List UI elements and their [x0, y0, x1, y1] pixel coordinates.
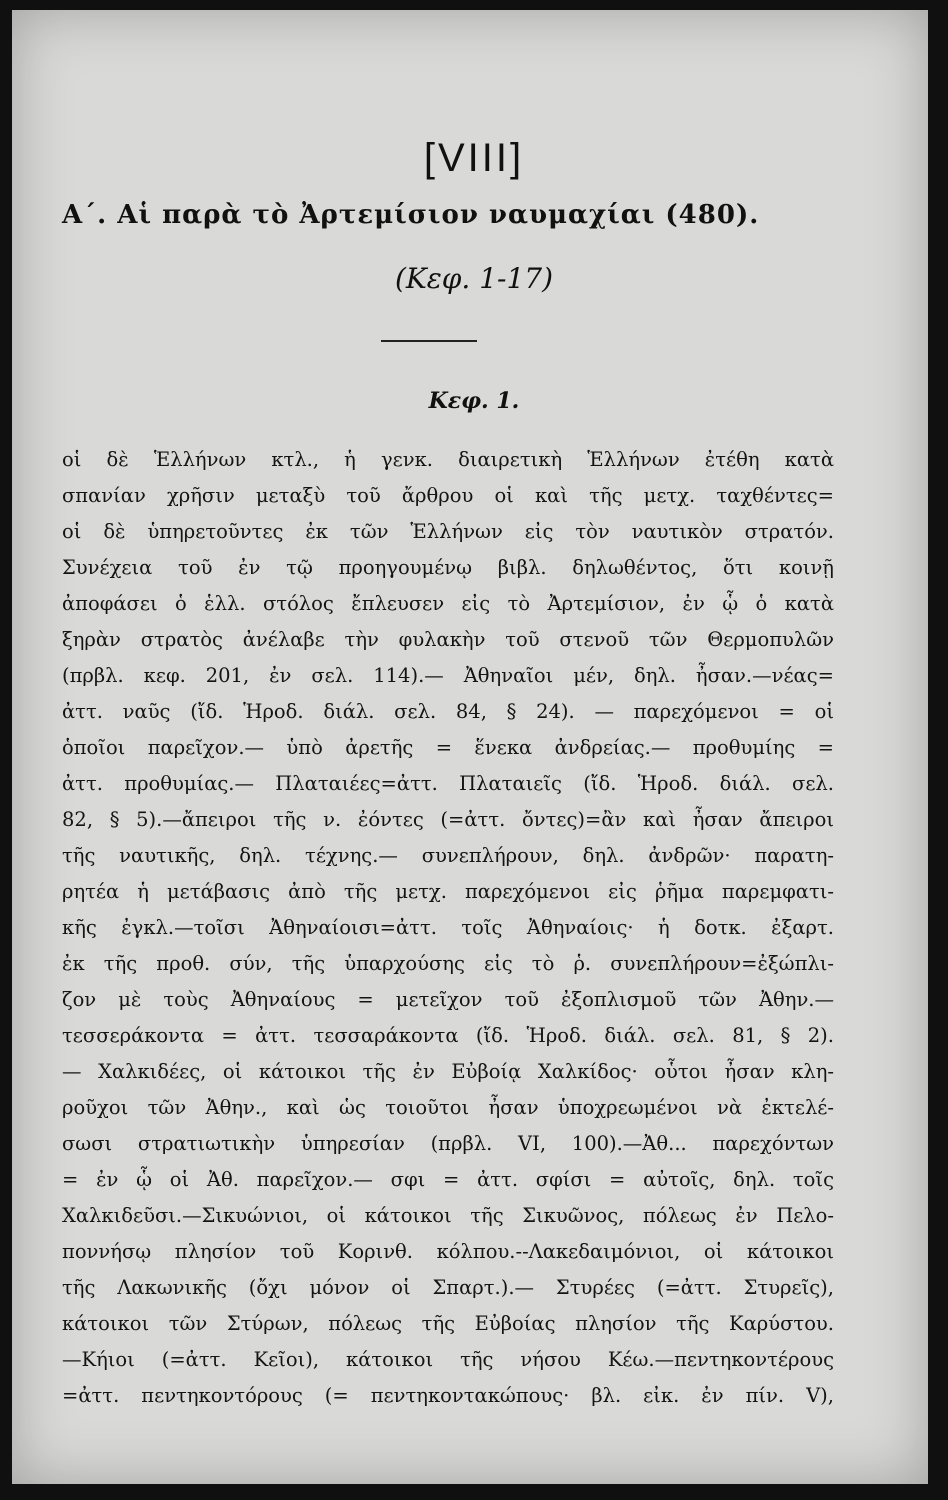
text-line: ὁποῖοι παρεῖχον.— ὑπὸ ἀρετῆς = ἕνεκα ἀνδρείας.— προθυμίης =: [62, 736, 834, 759]
text-line: ποννήσῳ πλησίον τοῦ Κορινθ. κόλπου.--Λακεδαιμόνιοι, οἱ κάτοικοι: [62, 1240, 834, 1263]
divider-rule: [381, 340, 477, 342]
commentary-body: [62, 442, 834, 1414]
text-line: 82, § 5).—ἄπειροι τῆς ν. ἐόντες (=ἀττ. ὄντες)=ἂν καὶ ἦσαν ἄπειροι: [62, 808, 834, 831]
text-line: ζον μὲ τοὺς Ἀθηναίους = μετεῖχον τοῦ ἐξοπλισμοῦ τῶν Ἀθην.—: [62, 988, 834, 1011]
text-line: τῆς ναυτικῆς, δηλ. τέχνης.— συνεπλήρουν, δηλ. ἀνδρῶν· παρατη-: [62, 844, 834, 867]
text-line: ρητέα ἡ μετάβασις ἀπὸ τῆς μετχ. παρεχόμενοι εἰς ῥῆμα παρεμφατι-: [62, 880, 834, 903]
chapter-range: (Κεφ. 1-17): [394, 262, 554, 295]
text-line: τῆς Λακωνικῆς (ὄχι μόνον οἱ Σπαρτ.).— Στυρέες (=ἀττ. Στυρεῖς),: [62, 1276, 834, 1299]
text-line: —Κήιοι (=ἀττ. Κεῖοι), κάτοικοι τῆς νήσου Κέω.—πεντηκοντέρους: [62, 1348, 834, 1371]
text-line: Χαλκιδεῦσι.—Σικυώνιοι, οἱ κάτοικοι τῆς Σικυῶνος, πόλεως ἐν Πελο-: [62, 1204, 834, 1227]
text-line: σπανίαν χρῆσιν μεταξὺ τοῦ ἄρθρου οἱ καὶ τῆς μετχ. ταχθέντες=: [62, 484, 834, 507]
text-line: = ἐν ᾧ οἱ Ἀθ. παρεῖχον.— σφι = ἀττ. σφίσι = αὐτοῖς, δηλ. τοῖς: [62, 1168, 834, 1191]
section-number: [VIII]: [423, 136, 525, 180]
text-line: Συνέχεια τοῦ ἐν τῷ προηγουμένῳ βιβλ. δηλωθέντος, ὅτι κοινῇ: [62, 556, 834, 579]
text-line: — Χαλκιδέες, οἱ κάτοικοι τῆς ἐν Εὐβοίᾳ Χαλκίδος· οὗτοι ἦσαν κλη-: [62, 1060, 834, 1083]
text-line: ροῦχοι τῶν Ἀθην., καὶ ὡς τοιοῦτοι ἦσαν ὑποχρεωμένοι νὰ ἐκτελέ-: [62, 1096, 834, 1119]
text-line: οἱ δὲ Ἑλλήνων κτλ., ἡ γενκ. διαιρετικὴ Ἑλλήνων ἐτέθη κατὰ: [62, 448, 834, 471]
text-line: ἀττ. ναῦς (ἴδ. Ἡροδ. διάλ. σελ. 84, § 24). — παρεχόμενοι = οἱ: [62, 700, 834, 723]
text-line: ξηρὰν στρατὸς ἀνέλαβε τὴν φυλακὴν τοῦ στενοῦ τῶν Θερμοπυλῶν: [62, 628, 834, 651]
text-line: οἱ δὲ ὑπηρετοῦντες ἐκ τῶν Ἑλλήνων εἰς τὸν ναυτικὸν στρατόν.: [62, 520, 834, 543]
text-line: κάτοικοι τῶν Στύρων, πόλεως τῆς Εὐβοίας πλησίον τῆς Καρύστου.: [62, 1312, 834, 1335]
text-line: ἀποφάσει ὁ ἑλλ. στόλος ἔπλευσεν εἰς τὸ Ἀρτεμίσιον, ἐν ᾧ ὁ κατὰ: [62, 592, 834, 615]
text-line: =ἀττ. πεντηκοντόρους (= πεντηκοντακώπους· βλ. εἰκ. ἐν πίν. V),: [62, 1384, 834, 1407]
text-line: ἐκ τῆς προθ. σύν, τῆς ὑπαρχούσης εἰς τὸ ῥ. συνεπλήρουν=ἐξώπλι-: [62, 952, 834, 975]
chapter-subheading: Κεφ. 1.: [428, 388, 520, 414]
text-line: (πρβλ. κεφ. 201, ἐν σελ. 114).— Ἀθηναῖοι μέν, δηλ. ἦσαν.—νέας=: [62, 664, 834, 687]
text-line: σωσι στρατιωτικὴν ὑπηρεσίαν (πρβλ. VI, 100).—Ἀθ... παρεχόντων: [62, 1132, 834, 1155]
text-line: ἀττ. προθυμίας.— Πλαταιέες=ἀττ. Πλαταιεῖς (ἴδ. Ἡροδ. διάλ. σελ.: [62, 772, 834, 795]
text-line: κῆς ἐγκλ.—τοῖσι Ἀθηναίοισι=ἀττ. τοῖς Ἀθηναίοις· ἡ δοτκ. ἐξαρτ.: [62, 916, 834, 939]
text-line: τεσσεράκοντα = ἀττ. τεσσαράκοντα (ἴδ. Ἡροδ. διάλ. σελ. 81, § 2).: [62, 1024, 834, 1047]
section-heading: Α΄. Αἱ παρὰ τὸ Ἀρτεμίσιον ναυμαχίαι (480).: [62, 200, 760, 230]
